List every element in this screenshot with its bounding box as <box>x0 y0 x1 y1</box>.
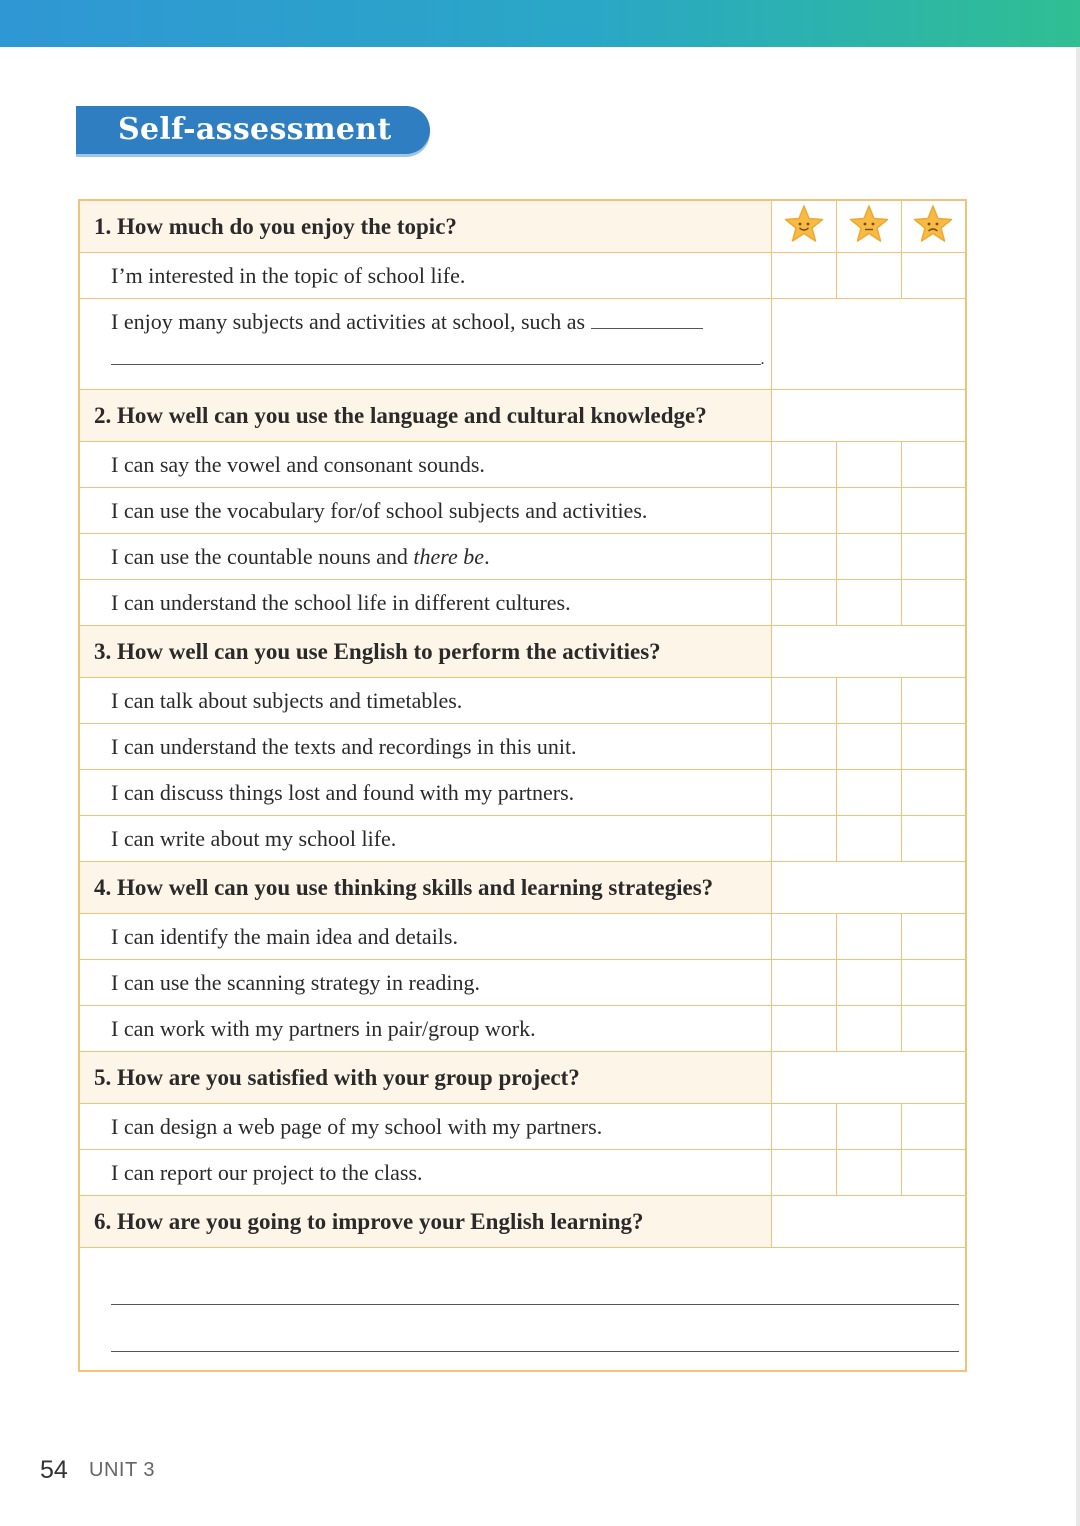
statement-text: I’m interested in the topic of school life. <box>79 253 771 299</box>
rating-box[interactable] <box>901 488 966 534</box>
self-assessment-table <box>78 199 967 1372</box>
rating-box[interactable] <box>771 816 836 862</box>
page-number: 54 <box>40 1456 68 1484</box>
fill-blank-line[interactable] <box>591 310 703 329</box>
statement-text: I can use the vocabulary for/of school subjects and activities. <box>79 488 771 534</box>
statement-text: I can say the vowel and consonant sounds. <box>79 442 771 488</box>
rating-box[interactable] <box>901 1006 966 1052</box>
statement-row <box>79 770 966 816</box>
section-heading-row <box>79 390 966 442</box>
statement-text: I can use the scanning strategy in reading. <box>79 960 771 1006</box>
statement-row <box>79 724 966 770</box>
section-heading-row <box>79 862 966 914</box>
heading-blank <box>771 390 966 442</box>
statement-row <box>79 1006 966 1052</box>
statement-row <box>79 580 966 626</box>
statement-text: I can understand the school life in different cultures. <box>79 580 771 626</box>
statement-cell <box>79 534 771 580</box>
rating-box[interactable] <box>836 534 901 580</box>
answer-line[interactable] <box>111 1351 959 1352</box>
period: . <box>484 543 490 569</box>
section-heading-row <box>79 1196 966 1248</box>
section-heading: 2. How well can you use the language and cultural knowledge? <box>79 390 771 442</box>
writing-area-row <box>79 1248 966 1372</box>
rating-box[interactable] <box>901 678 966 724</box>
section-heading-row <box>79 200 966 253</box>
statement-text: I can talk about subjects and timetables. <box>79 678 771 724</box>
rating-box[interactable] <box>771 580 836 626</box>
section-heading: 1. How much do you enjoy the topic? <box>79 200 771 253</box>
statement-text: I enjoy many subjects and activities at school, such as <box>111 309 586 334</box>
star-sad-icon <box>901 200 966 253</box>
rating-box[interactable] <box>771 1104 836 1150</box>
rating-box[interactable] <box>901 253 966 299</box>
rating-box[interactable] <box>771 724 836 770</box>
statement-row <box>79 299 966 390</box>
section-heading: 6. How are you going to improve your English learning? <box>79 1196 771 1248</box>
statement-row <box>79 914 966 960</box>
section-heading: 4. How well can you use thinking skills and learning strategies? <box>79 862 771 914</box>
rating-box[interactable] <box>771 253 836 299</box>
rating-box[interactable] <box>771 770 836 816</box>
statement-row <box>79 816 966 862</box>
rating-box[interactable] <box>836 253 901 299</box>
rating-box[interactable] <box>836 442 901 488</box>
rating-box[interactable] <box>836 678 901 724</box>
top-color-bar <box>0 0 1080 47</box>
rating-box[interactable] <box>901 816 966 862</box>
rating-box[interactable] <box>901 442 966 488</box>
rating-box[interactable] <box>901 960 966 1006</box>
statement-cell <box>79 299 771 390</box>
statement-text: I can use the countable nouns and <box>111 543 408 569</box>
rating-box[interactable] <box>836 1006 901 1052</box>
statement-row <box>79 488 966 534</box>
statement-row <box>79 253 966 299</box>
page-edge <box>1076 47 1080 1526</box>
statement-text: I can write about my school life. <box>79 816 771 862</box>
section-heading-row <box>79 1052 966 1104</box>
rating-box[interactable] <box>771 1006 836 1052</box>
rating-box[interactable] <box>901 724 966 770</box>
statement-text: I can design a web page of my school with my partners. <box>79 1104 771 1150</box>
rating-box[interactable] <box>771 442 836 488</box>
page-title: Self-assessment <box>118 112 392 147</box>
statement-text: I can identify the main idea and details. <box>79 914 771 960</box>
rating-box[interactable] <box>901 580 966 626</box>
section-heading-row <box>79 626 966 678</box>
period: . <box>760 351 765 368</box>
rating-box[interactable] <box>836 914 901 960</box>
statement-row <box>79 534 966 580</box>
statement-text: I can work with my partners in pair/group work. <box>79 1006 771 1052</box>
statement-text: I can report our project to the class. <box>79 1150 771 1196</box>
rating-box[interactable] <box>771 488 836 534</box>
rating-box[interactable] <box>836 770 901 816</box>
section-heading: 3. How well can you use English to perform the activities? <box>79 626 771 678</box>
statement-row <box>79 442 966 488</box>
rating-box[interactable] <box>836 1150 901 1196</box>
rating-box[interactable] <box>836 580 901 626</box>
statement-row <box>79 1104 966 1150</box>
rating-box[interactable] <box>771 678 836 724</box>
rating-box[interactable] <box>836 724 901 770</box>
statement-row <box>79 1150 966 1196</box>
heading-blank <box>771 626 966 678</box>
answer-line[interactable] <box>111 1304 959 1305</box>
rating-box[interactable] <box>901 534 966 580</box>
statement-italic: there be <box>413 543 485 569</box>
writing-area[interactable] <box>79 1248 966 1372</box>
rating-box[interactable] <box>901 1104 966 1150</box>
rating-box[interactable] <box>901 914 966 960</box>
heading-blank <box>771 1196 966 1248</box>
rating-box[interactable] <box>901 770 966 816</box>
rating-box[interactable] <box>901 1150 966 1196</box>
statement-row <box>79 678 966 724</box>
rating-box[interactable] <box>836 488 901 534</box>
heading-blank <box>771 1052 966 1104</box>
section-heading: 5. How are you satisfied with your group project? <box>79 1052 771 1104</box>
rating-box[interactable] <box>836 960 901 1006</box>
star-smile-icon <box>771 200 836 253</box>
rating-box[interactable] <box>771 534 836 580</box>
fill-blank-line[interactable] <box>111 364 761 365</box>
star-neutral-icon <box>836 200 901 253</box>
rating-box[interactable] <box>771 914 836 960</box>
rating-area[interactable] <box>771 299 966 390</box>
unit-label: UNIT 3 <box>89 1459 155 1481</box>
section-banner <box>76 106 430 154</box>
rating-box[interactable] <box>771 1150 836 1196</box>
heading-blank <box>771 862 966 914</box>
rating-box[interactable] <box>836 1104 901 1150</box>
rating-box[interactable] <box>836 816 901 862</box>
statement-text: I can understand the texts and recordings in this unit. <box>79 724 771 770</box>
statement-text: I can discuss things lost and found with my partners. <box>79 770 771 816</box>
rating-box[interactable] <box>771 960 836 1006</box>
statement-row <box>79 960 966 1006</box>
